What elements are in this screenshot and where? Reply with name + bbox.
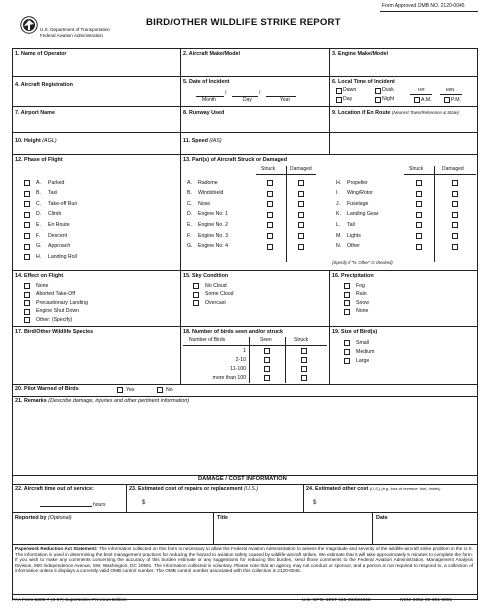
part-letter: G. xyxy=(187,243,193,250)
time-dawn-checkbox[interactable] xyxy=(336,88,342,94)
precip-label: Fog xyxy=(356,282,365,289)
form-number: FAA Form 5200-7 (3-97) Supersedes Previous Edition xyxy=(12,598,127,603)
field-precip-label: 16. Precipitation xyxy=(332,273,374,279)
phase-checkbox[interactable] xyxy=(24,212,30,218)
speed-input[interactable] xyxy=(220,136,476,152)
parts-damaged-header-right: Damaged xyxy=(442,166,464,172)
part-letter: B. xyxy=(187,190,192,197)
field-effect-label: 14. Effect on Flight xyxy=(15,273,64,279)
birds-seen-header: Seen xyxy=(260,337,272,343)
part-label: Engine No. 1 xyxy=(198,211,228,218)
part-struck-checkbox[interactable] xyxy=(416,244,422,250)
date-day-input[interactable] xyxy=(232,88,258,96)
field-date-signed-label: Date xyxy=(376,515,388,521)
birds-struck-checkbox[interactable] xyxy=(301,366,307,372)
airport-name-input[interactable] xyxy=(14,118,178,131)
sky-label: No Cloud xyxy=(205,282,227,289)
birds-seen-checkbox[interactable] xyxy=(264,348,270,354)
reported-by-input[interactable] xyxy=(14,524,211,542)
effect-label: Precautionary Landing xyxy=(36,299,88,306)
date-month-input[interactable] xyxy=(196,88,224,96)
effect-checkbox[interactable] xyxy=(24,283,30,289)
effect-checkbox[interactable] xyxy=(24,317,30,323)
field-airport-label: 7. Airport Name xyxy=(15,110,55,116)
repair-cost-input[interactable] xyxy=(150,496,300,508)
part-letter: L. xyxy=(336,221,341,228)
field-repair-cost-label: 23. Estimated cost of repairs or replacement (U.S.) xyxy=(129,486,259,492)
part-label: Wing/Rotor xyxy=(347,190,373,197)
form-title: BIRD/OTHER WILDLIFE STRIKE REPORT xyxy=(146,17,341,28)
phase-checkbox[interactable] xyxy=(24,222,30,228)
phase-checkbox[interactable] xyxy=(24,254,30,260)
effect-label: Other: (Specify) xyxy=(36,316,73,323)
field-pilot-warned-label: 20. Pilot Warned of Birds xyxy=(15,386,79,392)
part-letter: J. xyxy=(336,200,341,207)
parts-struck-header-right: Struck xyxy=(409,166,424,172)
part-struck-checkbox[interactable] xyxy=(267,212,273,218)
phase-label: En Route xyxy=(48,221,70,228)
field-parts-label: 13. Part(s) of Aircraft Struck or Damaged xyxy=(183,157,288,163)
part-struck-checkbox[interactable] xyxy=(416,212,422,218)
field-species-label: 17. Bird/Other Wildlife Species xyxy=(15,329,94,335)
phase-letter: D. xyxy=(36,211,42,218)
paperwork-text: The information collected on this form is necessary to allow the Federal Aviation Administration to assess the magnitude and severity of the wildlife-aircraft strike problem in the U.S. The information is used in determining the best management practices for reducing the hazard to aviation safety caused by wildlife-aircraft strikes. We estimate that it will take approximately 5 minutes to complete the form. If you wish to make any comments concerning the accuracy of this burden estimate or any suggestions for reducing this burden, send those comments to the Federal Aviation Administration, Management Analysis Division, 800 Independence Avenue, SW, Washington, DC 20591. The information collected is voluntary. Please note that an agency may not conduct or sponsor, and a person is not required to respond to, a collection of information unless it displays a currently valid OMB control number. The OMB control number associated with this collection is 2120-0045. xyxy=(15,546,473,574)
part-struck-checkbox[interactable] xyxy=(416,180,422,186)
part-label: Fuselage xyxy=(347,200,369,207)
field-speed-label: 11. Speed (IAS) xyxy=(183,138,222,144)
time-dusk-checkbox[interactable] xyxy=(375,88,381,94)
part-letter: D. xyxy=(187,211,193,218)
part-label: Engine No. 3 xyxy=(198,232,228,239)
sky-checkbox[interactable] xyxy=(193,300,199,306)
part-damaged-checkbox[interactable] xyxy=(452,212,458,218)
part-label: Tail xyxy=(347,221,355,228)
aircraft-model-input[interactable] xyxy=(182,60,327,75)
operator-name-input[interactable] xyxy=(14,60,178,75)
repair-cost-dollar: $ xyxy=(142,500,146,506)
gpo-number: U.S. GPO: 1997-415-034/24026 xyxy=(302,598,371,603)
effect-label: None xyxy=(36,282,49,289)
part-letter: N. xyxy=(336,243,342,250)
precip-label: None xyxy=(356,308,369,315)
birds-struck-checkbox[interactable] xyxy=(301,375,307,381)
date-year-label: Year xyxy=(280,97,291,103)
part-damaged-checkbox[interactable] xyxy=(298,222,304,228)
part-letter: H. xyxy=(336,179,342,186)
birds-count-label: more than 100 xyxy=(212,374,246,381)
time-out-input[interactable] xyxy=(40,496,92,506)
part-label: Other xyxy=(347,243,360,250)
part-damaged-checkbox[interactable] xyxy=(452,244,458,250)
phase-letter: G. xyxy=(36,243,42,250)
engine-model-input[interactable] xyxy=(331,60,476,75)
phase-checkbox[interactable] xyxy=(24,201,30,207)
phase-letter: F. xyxy=(36,232,41,239)
part-damaged-checkbox[interactable] xyxy=(298,244,304,250)
part-damaged-checkbox[interactable] xyxy=(452,222,458,228)
phase-label: Climb xyxy=(48,211,62,218)
part-letter: K. xyxy=(336,211,341,218)
parts-struck-header-left: Struck xyxy=(261,166,276,172)
precip-checkbox[interactable] xyxy=(344,283,350,289)
part-damaged-checkbox[interactable] xyxy=(298,191,304,197)
phase-letter: C. xyxy=(36,200,42,207)
date-year-input[interactable] xyxy=(266,88,296,96)
species-input[interactable] xyxy=(14,338,178,382)
field-runway-label: 8. Runway Used xyxy=(183,110,225,116)
size-checkbox[interactable] xyxy=(344,340,350,346)
part-damaged-checkbox[interactable] xyxy=(298,201,304,207)
time-min-label: MIN xyxy=(446,87,455,92)
size-checkbox[interactable] xyxy=(344,349,350,355)
part-struck-checkbox[interactable] xyxy=(416,222,422,228)
field-reported-by-label: Reported by (Optional) xyxy=(15,515,72,521)
birds-seen-checkbox[interactable] xyxy=(264,357,270,363)
part-damaged-checkbox[interactable] xyxy=(452,180,458,186)
part-letter: I. xyxy=(336,190,339,197)
part-label: Windshield xyxy=(198,190,224,197)
part-label: Radome xyxy=(198,179,218,186)
phase-label: Approach xyxy=(48,243,71,250)
field-date-label: 5. Date of Incident xyxy=(183,79,230,85)
damage-cost-header: DAMAGE / COST INFORMATION xyxy=(198,476,287,482)
pilot-warned-yes-label: Yes xyxy=(126,387,135,393)
phase-label: Landing Roll xyxy=(48,253,77,260)
part-label: Landing Gear xyxy=(347,211,379,218)
part-damaged-checkbox[interactable] xyxy=(298,180,304,186)
part-letter: F. xyxy=(187,232,192,239)
part-struck-checkbox[interactable] xyxy=(267,222,273,228)
other-cost-dollar: $ xyxy=(313,500,317,506)
field-sky-label: 15. Sky Condition xyxy=(183,273,229,279)
field-remarks-label: 21. Remarks (Describe damage, injuries and other pertinent information) xyxy=(15,398,190,404)
time-am-label: A.M. xyxy=(421,97,432,103)
phase-label: Take-off Run xyxy=(48,200,78,207)
faa-seal-icon xyxy=(20,16,38,34)
part-label: Propeller xyxy=(347,179,368,186)
time-pm-label: P.M. xyxy=(451,97,461,103)
phase-label: Descent xyxy=(48,232,68,239)
pilot-warned-no-checkbox[interactable] xyxy=(157,387,163,393)
field-location-label: 9. Location if En Route (Nearest Town/Reference & State) xyxy=(332,110,459,116)
parts-damaged-header-left: Damaged xyxy=(290,166,312,172)
phase-checkbox[interactable] xyxy=(24,191,30,197)
phase-label: Parked xyxy=(48,179,65,186)
location-input[interactable] xyxy=(331,118,476,131)
part-letter: A. xyxy=(187,179,192,186)
effect-checkbox[interactable] xyxy=(24,300,30,306)
birds-struck-header: Struck xyxy=(294,337,309,343)
sky-label: Overcast xyxy=(205,299,226,306)
precip-label: Snow xyxy=(356,299,369,306)
effect-label: Engine Shut Down xyxy=(36,308,79,315)
part-struck-checkbox[interactable] xyxy=(416,233,422,239)
phase-letter: A. xyxy=(36,179,41,186)
part-damaged-checkbox[interactable] xyxy=(452,233,458,239)
phase-checkbox[interactable] xyxy=(24,244,30,250)
birds-struck-checkbox[interactable] xyxy=(301,348,307,354)
pilot-warned-yes-checkbox[interactable] xyxy=(117,387,123,393)
part-struck-checkbox[interactable] xyxy=(416,201,422,207)
part-label: Engine No. 2 xyxy=(198,221,228,228)
birds-seen-checkbox[interactable] xyxy=(264,375,270,381)
part-struck-checkbox[interactable] xyxy=(416,191,422,197)
parts-other-note: (Specify if "N. Other" is checked) xyxy=(332,260,393,265)
birds-struck-checkbox[interactable] xyxy=(301,357,307,363)
part-letter: E. xyxy=(187,221,192,228)
time-out-hours-label: hours xyxy=(93,502,106,508)
precip-checkbox[interactable] xyxy=(344,309,350,315)
paperwork-statement xyxy=(15,546,473,574)
agency-line-2: Federal Aviation Administration xyxy=(40,33,103,38)
precip-checkbox[interactable] xyxy=(344,300,350,306)
phase-label: Taxi xyxy=(48,190,58,197)
agency-line-1: U.S. Department of Transportation xyxy=(40,27,110,32)
time-pm-checkbox[interactable] xyxy=(444,97,450,103)
part-struck-checkbox[interactable] xyxy=(267,191,273,197)
phase-checkbox[interactable] xyxy=(24,233,30,239)
birds-number-header: Number of Birds xyxy=(189,337,226,343)
part-struck-checkbox[interactable] xyxy=(267,244,273,250)
part-struck-checkbox[interactable] xyxy=(267,233,273,239)
phase-letter: H. xyxy=(36,253,42,260)
runway-input[interactable] xyxy=(182,118,327,131)
time-min-input[interactable] xyxy=(440,86,462,94)
part-letter: M. xyxy=(336,232,342,239)
part-label: Nose xyxy=(198,200,211,207)
part-damaged-checkbox[interactable] xyxy=(298,233,304,239)
time-hr-input[interactable] xyxy=(410,86,432,94)
field-size-label: 19. Size of Bird(s) xyxy=(332,329,378,335)
paperwork-lead: Paperwork Reduction Act Statement: xyxy=(15,546,98,551)
effect-checkbox[interactable] xyxy=(24,292,30,298)
reporter-title-input[interactable] xyxy=(215,524,370,542)
registration-input[interactable] xyxy=(14,90,178,105)
time-night-checkbox[interactable] xyxy=(375,97,381,103)
field-birds-label: 18. Number of birds seen and/or struck xyxy=(183,329,284,335)
part-struck-checkbox[interactable] xyxy=(267,201,273,207)
remarks-textarea[interactable] xyxy=(14,406,476,474)
time-dusk-label: Dusk xyxy=(382,87,394,93)
part-letter: C. xyxy=(187,200,193,207)
phase-checkbox[interactable] xyxy=(24,180,30,186)
phase-letter: B. xyxy=(36,190,41,197)
time-hr-label: HR xyxy=(418,87,425,92)
sky-label: Some Cloud xyxy=(205,291,234,298)
phase-letter: E. xyxy=(36,221,41,228)
field-other-cost-label: 24. Estimated other cost (U.S.) (e.g. loss of revenue, fuel, hotels) xyxy=(306,486,441,492)
size-label: Medium xyxy=(356,348,375,355)
reporter-date-input[interactable] xyxy=(374,524,476,542)
birds-count-label: 2-10 xyxy=(235,356,246,363)
time-day-label: Day xyxy=(343,96,353,102)
size-checkbox[interactable] xyxy=(344,358,350,364)
precip-label: Rain xyxy=(356,291,367,298)
birds-seen-checkbox[interactable] xyxy=(264,366,270,372)
field-operator-label: 1. Name of Operator xyxy=(15,51,67,57)
nsn-number: NSN: 0052-00-891-0001 xyxy=(400,598,453,603)
time-am-checkbox[interactable] xyxy=(414,97,420,103)
field-height-label: 10. Height (AGL) xyxy=(15,138,57,144)
sky-checkbox[interactable] xyxy=(193,283,199,289)
field-engine-model-label: 3. Engine Make/Model xyxy=(332,51,389,57)
other-cost-input[interactable] xyxy=(321,496,475,508)
birds-count-label: 1 xyxy=(243,347,246,354)
part-damaged-checkbox[interactable] xyxy=(452,191,458,197)
time-night-label: Night xyxy=(382,96,395,102)
part-label: Lights xyxy=(347,232,361,239)
part-label: Engine No. 4 xyxy=(198,243,228,250)
effect-checkbox[interactable] xyxy=(24,309,30,315)
time-dawn-label: Dawn xyxy=(343,87,357,93)
field-local-time-label: 6. Local Time of Incident xyxy=(332,79,395,85)
size-label: Large xyxy=(356,357,370,364)
time-day-checkbox[interactable] xyxy=(336,97,342,103)
height-input[interactable] xyxy=(60,136,178,152)
field-title-label: Title xyxy=(217,515,228,521)
part-damaged-checkbox[interactable] xyxy=(452,201,458,207)
effect-label: Aborted Take-Off xyxy=(36,291,76,298)
precip-checkbox[interactable] xyxy=(344,292,350,298)
field-phase-label: 12. Phase of Flight xyxy=(15,157,63,163)
field-registration-label: 4. Aircraft Registration xyxy=(15,82,73,88)
part-damaged-checkbox[interactable] xyxy=(298,212,304,218)
birds-count-label: 11-100 xyxy=(230,365,246,372)
part-struck-checkbox[interactable] xyxy=(267,180,273,186)
date-day-label: Day xyxy=(243,97,252,103)
field-aircraft-model-label: 2. Aircraft Make/Model xyxy=(183,51,241,57)
pilot-warned-no-label: No xyxy=(166,387,173,393)
field-time-out-label: 22. Aircraft time out of service: xyxy=(15,486,94,492)
date-month-label: Month xyxy=(202,97,216,103)
sky-checkbox[interactable] xyxy=(193,292,199,298)
size-label: Small xyxy=(356,339,369,346)
omb-approval: Form Approved OMB NO. 2120-0045 xyxy=(382,3,465,9)
